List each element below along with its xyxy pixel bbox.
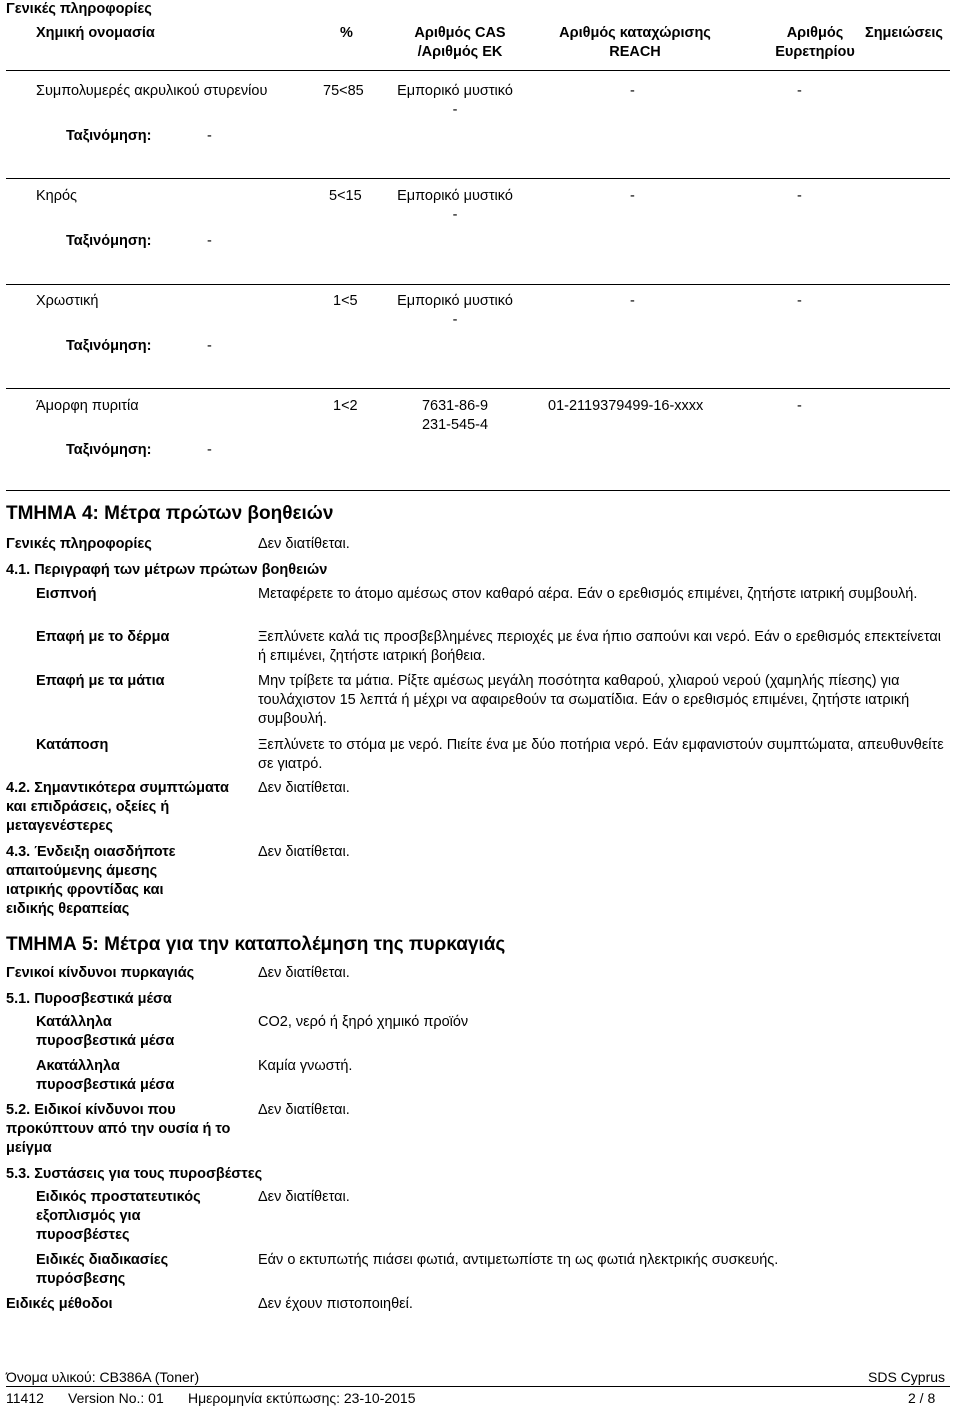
row-index: -	[797, 293, 802, 309]
section5-3-title: 5.3. Συστάσεις για τους πυροσβέστες	[6, 1166, 263, 1182]
row-cas	[390, 82, 520, 120]
row-cas	[390, 292, 520, 330]
footer-material-name: Όνομα υλικού: CB386A (Toner)	[6, 1369, 200, 1385]
fire-hazards-label: Γενικοί κίνδυνοι πυρκαγιάς	[6, 965, 195, 981]
row-cas-line2: 231-545-4	[421, 417, 489, 433]
row-chemical-name: Χρωστική	[36, 293, 99, 309]
classification-value: -	[207, 338, 212, 354]
row-cas-line1: Εμπορικό μυστικό	[397, 188, 513, 204]
section5-2-value: Δεν διατίθεται.	[258, 1102, 350, 1118]
ingestion-value: Ξεπλύνετε το στόμα με νερό. Πιείτε ένα με δύο ποτήρια νερό. Εάν εμφανιστούν συμπτώματα, απευθυνθείτε σε γιατρό.	[258, 737, 944, 772]
classification-value: -	[207, 442, 212, 458]
footer-version: Version No.: 01	[68, 1390, 164, 1406]
ppe-label: Ειδικός προστατευτικός εξοπλισμός για πυροσβέστες	[36, 1189, 201, 1243]
row-percent: 5<15	[329, 188, 362, 204]
header-chemical-name: Χημική ονομασία	[36, 25, 155, 41]
row-cas-line1: Εμπορικό μυστικό	[397, 293, 513, 309]
row-reach: -	[630, 293, 635, 309]
header-index	[765, 24, 865, 62]
suitable-media-value: CO2, νερό ή ξηρό χημικό προϊόν	[258, 1014, 469, 1030]
firefighting-procedures-value: Εάν ο εκτυπωτής πιάσει φωτιά, αντιμετωπίστε τη ως φωτιά ηλεκτρικής συσκευής.	[258, 1252, 779, 1268]
footer-divider	[6, 1386, 950, 1387]
general-info-title: Γενικές πληροφορίες	[6, 1, 152, 17]
unsuitable-media-label: Ακατάλληλα πυροσβεστικά μέσα	[36, 1058, 175, 1093]
row-chemical-name: Κηρός	[36, 188, 78, 204]
section4-3-title: 4.3. Ένδειξη οιασδήποτε απαιτούμενης άμεσης ιατρικής φροντίδας και ειδικής θεραπείας	[6, 844, 176, 917]
header-percent: %	[340, 25, 353, 41]
header-cas-line1: Αριθμός CAS	[414, 25, 506, 41]
row-divider	[6, 388, 950, 389]
header-index-line2: Ευρετηρίου	[775, 44, 855, 60]
header-reach	[540, 24, 730, 62]
header-notes: Σημειώσεις	[865, 25, 943, 41]
footer-doc-number: 11412	[6, 1390, 44, 1406]
skin-contact-label: Επαφή με το δέρμα	[36, 629, 170, 645]
header-index-line1: Αριθμός	[786, 25, 844, 41]
section4-title: ΤΜΗΜΑ 4: Μέτρα πρώτων βοηθειών	[6, 503, 334, 524]
inhalation-value: Μεταφέρετε το άτομο αμέσως στον καθαρό αέρα. Εάν ο ερεθισμός επιμένει, ζητήστε ιατρική συμβουλή.	[258, 586, 918, 602]
row-chemical-name: Άμορφη πυριτία	[36, 398, 139, 414]
row-cas-line2: -	[452, 102, 458, 118]
table-header-divider	[6, 70, 950, 71]
row-cas-line1: 7631-86-9	[421, 398, 489, 414]
classification-label: Ταξινόμηση:	[66, 233, 152, 249]
row-divider	[6, 490, 950, 491]
row-reach: 01-2119379499-16-xxxx	[548, 398, 704, 414]
header-cas	[400, 24, 520, 62]
classification-label: Ταξινόμηση:	[66, 128, 152, 144]
section4-general-value: Δεν διατίθεται.	[258, 536, 350, 552]
header-cas-line2: /Αριθμός ΕΚ	[417, 44, 503, 60]
classification-label: Ταξινόμηση:	[66, 338, 152, 354]
row-cas-line2: -	[452, 312, 458, 328]
specific-methods-label: Ειδικές μέθοδοι	[6, 1296, 113, 1312]
footer-page-number: 2 / 8	[908, 1390, 936, 1406]
footer-doc-type: SDS Cyprus	[868, 1369, 946, 1385]
fire-hazards-value: Δεν διατίθεται.	[258, 965, 350, 981]
row-reach: -	[630, 83, 635, 99]
ppe-value: Δεν διατίθεται.	[258, 1189, 350, 1205]
section5-1-title: 5.1. Πυροσβεστικά μέσα	[6, 991, 172, 1007]
classification-value: -	[207, 128, 212, 144]
classification-label: Ταξινόμηση:	[66, 442, 152, 458]
eye-contact-value: Μην τρίβετε τα μάτια. Ρίξτε αμέσως μεγάλη ποσότητα καθαρού, χλιαρού νερού (χαμηλής πίεσης) για τουλάχιστον 15 λεπτά ή μέχρι να αφαιρεθούν τα σωματίδια. Εάν ο ερεθισμός επιμένει, ζητήστε ιατρική συμβουλή.	[258, 673, 910, 727]
row-percent: 75<85	[323, 83, 364, 99]
eye-contact-label: Επαφή με τα μάτια	[36, 673, 165, 689]
skin-contact-value: Ξεπλύνετε καλά τις προσβεβλημένες περιοχές με ένα ήπιο σαπούνι και νερό. Εάν ο ερεθισμός επεκτείνεται ή επιμένει, ζητήστε ιατρική βοήθεια.	[258, 629, 941, 664]
suitable-media-label: Κατάλληλα πυροσβεστικά μέσα	[36, 1014, 175, 1049]
inhalation-label: Εισπνοή	[36, 586, 97, 602]
row-cas	[390, 187, 520, 225]
footer-print-date: Ημερομηνία εκτύπωσης: 23-10-2015	[188, 1390, 416, 1406]
row-index: -	[797, 83, 802, 99]
section5-2-title: 5.2. Ειδικοί κίνδυνοι που προκύπτουν από την ουσία ή το μείγμα	[6, 1102, 231, 1156]
header-reach-line2: REACH	[609, 44, 661, 60]
section4-2-value: Δεν διατίθεται.	[258, 780, 350, 796]
specific-methods-value: Δεν έχουν πιστοποιηθεί.	[258, 1296, 413, 1312]
row-percent: 1<5	[333, 293, 358, 309]
section4-1-title: 4.1. Περιγραφή των μέτρων πρώτων βοηθειών	[6, 562, 328, 578]
section4-3-value: Δεν διατίθεται.	[258, 844, 350, 860]
section4-2-title: 4.2. Σημαντικότερα συμπτώματα και επιδράσεις, οξείες ή μεταγενέστερες	[6, 780, 229, 834]
row-cas-line2: -	[452, 207, 458, 223]
header-reach-line1: Αριθμός καταχώρισης	[559, 25, 711, 41]
row-chemical-name: Συμπολυμερές ακρυλικού στυρενίου	[36, 83, 268, 99]
firefighting-procedures-label: Ειδικές διαδικασίες πυρόσβεσης	[36, 1252, 169, 1287]
row-divider	[6, 284, 950, 285]
row-percent: 1<2	[333, 398, 358, 414]
classification-value: -	[207, 233, 212, 249]
row-index: -	[797, 188, 802, 204]
section4-general-label: Γενικές πληροφορίες	[6, 536, 152, 552]
row-notes: -	[797, 398, 802, 414]
row-cas	[390, 397, 520, 435]
section5-title: ΤΜΗΜΑ 5: Μέτρα για την καταπολέμηση της πυρκαγιάς	[6, 934, 506, 955]
row-reach: -	[630, 188, 635, 204]
row-divider	[6, 178, 950, 179]
ingestion-label: Κατάποση	[36, 737, 109, 753]
unsuitable-media-value: Καμία γνωστή.	[258, 1058, 353, 1074]
row-cas-line1: Εμπορικό μυστικό	[397, 83, 513, 99]
